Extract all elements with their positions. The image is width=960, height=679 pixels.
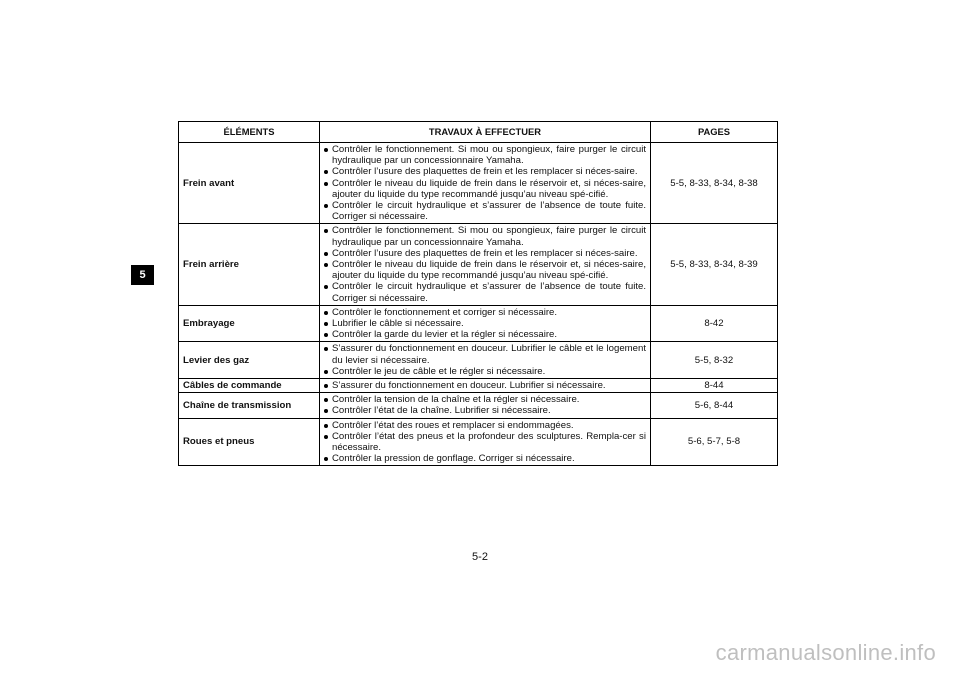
task-list	[324, 144, 646, 222]
table-body	[179, 143, 778, 466]
row-pages: 5-6, 5-7, 5-8	[651, 418, 778, 466]
row-tasks	[320, 305, 651, 342]
task-item: Contrôler l’état des pneus et la profondeur des sculptures. Rempla-cer si nécessaire.	[324, 431, 646, 453]
task-item: Contrôler le fonctionnement. Si mou ou spongieux, faire purger le circuit hydraulique par un concessionnaire Yamaha.	[324, 225, 646, 247]
task-item: Contrôler l’état de la chaîne. Lubrifier si nécessaire.	[324, 405, 646, 416]
task-item: Contrôler le fonctionnement et corriger si nécessaire.	[324, 307, 646, 318]
row-element: Frein avant	[179, 143, 320, 224]
row-element: Câbles de commande	[179, 379, 320, 393]
page-number: 5-2	[472, 551, 488, 563]
task-item: Contrôler la tension de la chaîne et la régler si nécessaire.	[324, 394, 646, 405]
header-pages: PAGES	[651, 122, 778, 143]
table-row	[179, 143, 778, 224]
row-tasks	[320, 393, 651, 418]
row-tasks	[320, 418, 651, 466]
task-item: Contrôler le fonctionnement. Si mou ou spongieux, faire purger le circuit hydraulique par un concessionnaire Yamaha.	[324, 144, 646, 166]
task-item: Contrôler le circuit hydraulique et s’assurer de l’absence de toute fuite. Corriger si nécessaire.	[324, 281, 646, 303]
header-tasks: TRAVAUX À EFFECTUER	[320, 122, 651, 143]
task-list	[324, 225, 646, 303]
table-row	[179, 418, 778, 466]
table-row	[179, 305, 778, 342]
row-pages: 5-6, 8-44	[651, 393, 778, 418]
task-list	[324, 420, 646, 465]
task-item: Contrôler l’usure des plaquettes de frein et les remplacer si néces-saire.	[324, 248, 646, 259]
task-item: Contrôler le circuit hydraulique et s’assurer de l’absence de toute fuite. Corriger si nécessaire.	[324, 200, 646, 222]
row-element: Roues et pneus	[179, 418, 320, 466]
row-tasks	[320, 342, 651, 379]
row-element: Frein arrière	[179, 224, 320, 305]
task-item: Contrôler le jeu de câble et le régler si nécessaire.	[324, 366, 646, 377]
row-pages: 8-44	[651, 379, 778, 393]
task-list	[324, 394, 646, 416]
table-row	[179, 379, 778, 393]
task-item: Contrôler le niveau du liquide de frein dans le réservoir et, si néces-saire, ajouter du liquide du type recommandé jusqu’au niveau spé-cifié.	[324, 178, 646, 200]
row-element: Levier des gaz	[179, 342, 320, 379]
table-header-row	[179, 122, 778, 143]
task-item: S’assurer du fonctionnement en douceur. Lubrifier le câble et le logement du levier si nécessaire.	[324, 343, 646, 365]
task-item: Contrôler la garde du levier et la régler si nécessaire.	[324, 329, 646, 340]
row-pages: 5-5, 8-33, 8-34, 8-39	[651, 224, 778, 305]
task-item: Lubrifier le câble si nécessaire.	[324, 318, 646, 329]
task-item: Contrôler le niveau du liquide de frein dans le réservoir et, si néces-saire, ajouter du liquide du type recommandé jusqu’au niveau spé-cifié.	[324, 259, 646, 281]
row-element: Embrayage	[179, 305, 320, 342]
chapter-tab: 5	[131, 265, 154, 285]
row-tasks	[320, 143, 651, 224]
task-item: S’assurer du fonctionnement en douceur. Lubrifier si nécessaire.	[324, 380, 646, 391]
row-pages: 8-42	[651, 305, 778, 342]
task-item: Contrôler la pression de gonflage. Corriger si nécessaire.	[324, 453, 646, 464]
row-element: Chaîne de transmission	[179, 393, 320, 418]
header-elements: ÉLÉMENTS	[179, 122, 320, 143]
row-tasks	[320, 224, 651, 305]
table-row	[179, 224, 778, 305]
task-list	[324, 343, 646, 377]
task-item: Contrôler l’état des roues et remplacer si endommagées.	[324, 420, 646, 431]
row-tasks	[320, 379, 651, 393]
task-item: Contrôler l’usure des plaquettes de frein et les remplacer si néces-saire.	[324, 166, 646, 177]
row-pages: 5-5, 8-33, 8-34, 8-38	[651, 143, 778, 224]
table-row	[179, 393, 778, 418]
task-list	[324, 307, 646, 341]
maintenance-table	[178, 121, 778, 466]
watermark: carmanualsonline.info	[715, 640, 936, 665]
table-row	[179, 342, 778, 379]
row-pages: 5-5, 8-32	[651, 342, 778, 379]
task-list	[324, 380, 646, 391]
